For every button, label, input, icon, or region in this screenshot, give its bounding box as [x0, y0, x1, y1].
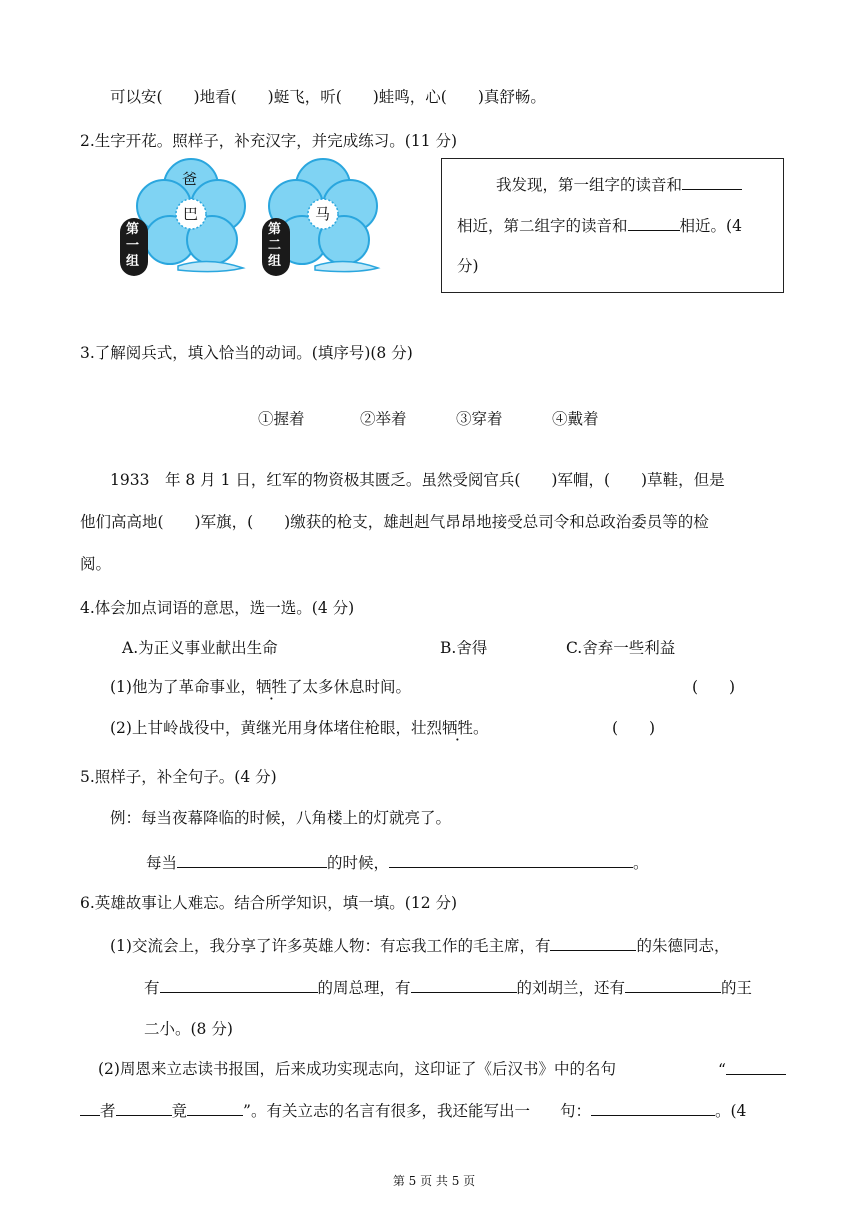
option-3: ③穿着 [456, 410, 503, 428]
q6-line-4-end: “ [718, 1058, 786, 1081]
blank-10[interactable] [80, 1099, 100, 1116]
box-line-3: 分) [457, 257, 479, 275]
dotted-word-1: 牺牲 [255, 678, 287, 696]
q6-line-4: (2)周恩来立志读书报国，后来成功实现志向，这印证了《后汉书》中的名句 [98, 1060, 616, 1078]
box-line-1: 我发现，第一组字的读音和 [496, 173, 742, 196]
q6-line-5: 者 竟 ”。有关立志的名言有很多，我还能写出一 句： 。(4 [80, 1099, 746, 1122]
q5-example: 例：每当夜幕降临的时候，八角楼上的灯就亮了。 [110, 809, 452, 827]
fill-line-top: 可以安( )地看( )蜓飞，听( )蛙鸣，心( )真舒畅。 [110, 88, 546, 106]
blank-5[interactable] [550, 934, 636, 951]
q6-line-1: (1)交流会上，我分享了许多英雄人物：有忘我工作的毛主席，有 的朱德同志， [110, 934, 729, 957]
blank-9[interactable] [726, 1058, 786, 1075]
blank-11[interactable] [116, 1099, 172, 1116]
blank-4[interactable] [389, 851, 633, 868]
flower2-center-char: 马 [315, 205, 331, 223]
q3-options [258, 408, 599, 430]
q6-line-3: 二小。(8 分) [144, 1020, 233, 1038]
blank-1[interactable] [682, 173, 742, 190]
page-footer: 第 5 页 共 5 页 [392, 1174, 476, 1188]
dotted-word-2: 牺牲 [441, 719, 473, 737]
q4-option-a: A.为正义事业献出生命 [122, 639, 278, 657]
q5-fill-line: 每当 的时候， 。 [146, 851, 649, 874]
option-4: ④戴着 [552, 410, 599, 428]
blank-6[interactable] [160, 976, 318, 993]
option-2: ②举着 [360, 410, 407, 428]
q3-title: 3.了解阅兵式，填入恰当的动词。(填序号)(8 分) [80, 344, 413, 362]
blank-2[interactable] [628, 214, 680, 231]
q2-title: 2.生字开花。照样子，补充汉字，并完成练习。(11 分) [80, 132, 458, 150]
q3-para-line-3: 阅。 [80, 555, 112, 573]
q4-answer-1[interactable]: ( ) [692, 678, 736, 696]
flower-group-1 [108, 156, 253, 281]
q4-sentence-1: (1)他为了革命事业，牺牲了太多休息时间。 [110, 678, 411, 696]
q6-title: 6.英雄故事让人难忘。结合所学知识，填一填。(12 分) [80, 894, 458, 912]
flower2-group-label: 第二组 [268, 222, 282, 269]
flower1-group-label: 第一组 [126, 222, 140, 269]
q6-line-2: 有 的周总理，有 的刘胡兰，还有 的王 [144, 976, 752, 999]
flower1-top-char: 爸 [182, 170, 198, 188]
flower1-center-char: 巴 [183, 205, 199, 223]
q4-option-c: C.舍弃一些利益 [566, 639, 676, 657]
q4-option-b: B.舍得 [440, 639, 488, 657]
blank-7[interactable] [411, 976, 517, 993]
blank-3[interactable] [177, 851, 327, 868]
q4-sentence-2: (2)上甘岭战役中，黄继光用身体堵住枪眼，壮烈牺牲。 [110, 719, 489, 737]
q3-para-line-1: 1933 年 8 月 1 日，红军的物资极其匮乏。虽然受阅官兵( )军帽，( )草鞋，但是 [110, 471, 725, 489]
q5-title: 5.照样子，补全句子。(4 分) [80, 768, 277, 786]
blank-8[interactable] [625, 976, 721, 993]
option-1: ①握着 [258, 410, 305, 428]
q4-answer-2[interactable]: ( ) [612, 719, 656, 737]
box-line-2: 相近，第二组字的读音和 相近。(4 [457, 214, 742, 237]
blank-13[interactable] [591, 1099, 715, 1116]
flower-group-2 [260, 156, 405, 281]
q3-para-line-2: 他们高高地( )军旗，( )缴获的枪支，雄赳赳气昂昂地接受总司令和总政治委员等的检 [80, 513, 709, 531]
q4-title: 4.体会加点词语的意思，选一选。(4 分) [80, 599, 355, 617]
blank-12[interactable] [187, 1099, 243, 1116]
